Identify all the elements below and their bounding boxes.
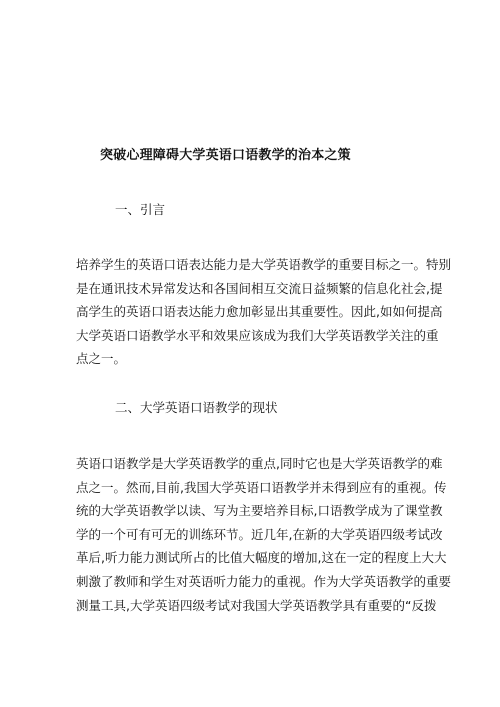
paragraph-line: 刺激了教师和学生对英语听力能力的重视。作为大学英语教学的重要 xyxy=(76,573,452,589)
paragraph-line: 点之一。然而,目前,我国大学英语口语教学并未得到应有的重视。传 xyxy=(76,479,447,495)
paragraph-line: 点之一。 xyxy=(76,351,127,367)
paragraph-line: 高学生的英语口语表达能力愈加彰显出其重要性。因此,如如何提高 xyxy=(76,304,443,320)
section-heading-introduction: 一、引言 xyxy=(115,202,166,217)
paragraph-line: 统的大学英语教学以读、写为主要培养目标,口语教学成为了课堂教 xyxy=(76,503,443,519)
paragraph-line: 英语口语教学是大学英语教学的重点,同时它也是大学英语教学的难 xyxy=(76,456,443,471)
paragraph-current-status xyxy=(76,452,452,617)
paragraph-line: 培养学生的英语口语表达能力是大学英语教学的重要目标之一。特别 xyxy=(76,257,452,272)
document-title: 突破心理障碍大学英语口语教学的治本之策 xyxy=(100,148,351,163)
paragraph-line: 测量工具,大学英语四级考试对我国大学英语教学具有重要的“反拨 xyxy=(76,597,437,613)
paragraph-line: 革后,听力能力测试所占的比值大幅度的增加,这在一定的程度上大大 xyxy=(76,550,447,566)
paragraph-introduction xyxy=(76,253,452,371)
paragraph-line: 学的一个可有可无的训练环节。近几年,在新的大学英语四级考试改 xyxy=(76,526,443,542)
paragraph-line: 是在通讯技术异常发达和各国间相互交流日益频繁的信息化社会,提 xyxy=(76,280,443,296)
paragraph-line: 大学英语口语教学水平和效果应该成为我们大学英语教学关注的重 xyxy=(76,327,439,343)
section-heading-current-status: 二、大学英语口语教学的现状 xyxy=(115,400,278,415)
